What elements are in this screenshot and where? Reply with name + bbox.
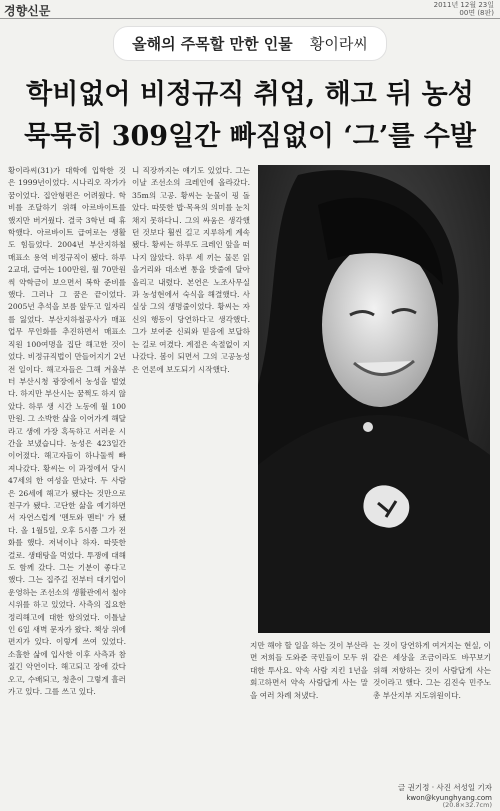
portrait-photo	[258, 165, 490, 633]
kicker-pill	[113, 26, 387, 61]
column-text: 는 것이 당연하게 여겨지는 현실, 이 같은 세상을 조금이라도 바꾸보기 위해 저항하는 것이 사람답게 사는 것이라고 했다. 그는 김진숙 민주노총 부산지부 지도위원이다.	[373, 641, 491, 700]
page-size-info: (20.8×32.7cm)	[442, 801, 492, 809]
article-column-2	[132, 165, 250, 495]
masthead: 경향신문	[4, 4, 51, 18]
headline-line-2: 묵묵히 309일간 빠짐없이 ‘그’를 수발	[24, 121, 476, 152]
byline: 글 권기정 · 사진 서성일 기자	[398, 783, 492, 792]
column-text: 니 직장까지는 얘기도 있었다. 그는 이날 조선소의 크레인에 올라갔다. 35m의 고공. 황씨는 눈물이 핑 돌았다. 따뜻한 밥·목욕의 의미를 눈치채지 못하다니. 그의 싸움은 생각했던 것보다 훨씬 길고 지루하게 계속됐다. 황씨는 하루도 크레인 앞을 떠나지 않았다. 하루 세 끼는 물론 읽을거리와 대소변 통을 밧줄에 달아 올리고 내렸다. 본연은 노조사무실과 농성현에서 숙식을 해결했다. 사실상 그의 생명줄이었다. 황씨는 자신의 행동이 당연하다고 생각했다. 그가 보여준 신뢰와 믿음에 보답하는 길로 여겼다. 계절은 속절없이 지나갔다. 봄이 되면서 그의 고공농성은 언론에 보도되기 시작했다.	[132, 166, 250, 374]
top-divider	[0, 18, 500, 19]
column-text: 지만 해야 할 일을 하는 것이 부산라면 저희들 도와준 국민들이 모두 위대한 투사요. 약속 사람 지킨 1년을 회고하면서 약속 사람답게 사는 말을 여러 차례 쳐냈다.	[250, 641, 368, 700]
article-column-1	[8, 165, 126, 805]
page-line: 00면 (8판)	[459, 9, 494, 17]
date-line: 2011년 12월 23일	[433, 1, 494, 9]
article-column-3	[250, 640, 368, 806]
kicker-person-name: 황이라씨	[309, 35, 368, 53]
column-text: 황이라씨(31)가 대학에 입학한 것은 1999년이었다. 시나리오 작가가 꿈이었다. 집안형편은 어려웠다. 학비를 조달하기 위해 아르바이트를 했지만 버거웠다. 결국 3학년 때 휴학했다. 아르바이트 급여로는 생활도 힘들었다. 2004년 부산지하철 매표소 용역 비정규직이 됐다. 하루 2교대, 급여는 100만원, 월 70만원씩 약학금이 보으면서 복학 준비를 했다. 그러나 그 꿈은 끝이었다. 2005년 추석을 보름 앞두고 일자리를 잃었다. 부산지하철공사가 매표업무 무인화를 추진하면서 매표소 직원 100여명을 집단 해고한 것이었다. 비정규직법이 만들어지기 2년 전 일이다. 해고자들은 그해 겨울부터 부산시청 광장에서 농성을 벌였다. 하지만 부산시는 꿈쩍도 하지 않았다. 하루 생 시간 노동에 월 100만원. 그 소박한 삶을 이어가게 해달라고 생에 가장 혹독하고 서러운 시간을 보냈습니다. 농성은 423일간 이어졌다. 해고자들이 하나둘씩 빠져나갔다. 황씨는 이 과정에서 당시 47세의 한 여성을 만났다. 두 사람은 26세에 해고가 됐다는 것만으로 친구가 됐다. 고단한 삶을 예기하면서 자연스럽게 '멘토와 멘티' 가 됐다. 올 1월5일, 오후 5시쯤 그가 전화를 했다. 저녁이나 하자. 따뜻한 걸로. 생태탕을 먹었다. 투쟁에 대해도 함께 갔다. 그는 기분이 좋다고 했다. 그는 집주길 전부터 대기업이 운영하는 조선소의 생활관에서 철야시위를 하고 있었다. 사측의 집요한 정리해고에 대한 항의였다. 이틀날인 6일 새벽 문자가 왔다. 책상 위에 편지가 있다. 이렇게 쓰여 있었다. 소홀한 삶에 입사한 이후 사측과 참 질긴 악연이다. 해고되고 장애 갔다 오고, 수배되고, 청춘이 그렇게 흘러가고 있다. 그를 쓰고 있다.	[8, 166, 126, 697]
date-info	[434, 1, 494, 17]
kicker-label: 올해의 주목할 만한 인물	[132, 35, 293, 53]
portrait-photo-graphic	[258, 165, 490, 633]
kicker	[36, 26, 464, 62]
email: kwon@kyunghyang.com	[406, 794, 492, 802]
headline-line-1: 학비없어 비정규직 취업, 해고 뒤 농성	[26, 79, 474, 110]
